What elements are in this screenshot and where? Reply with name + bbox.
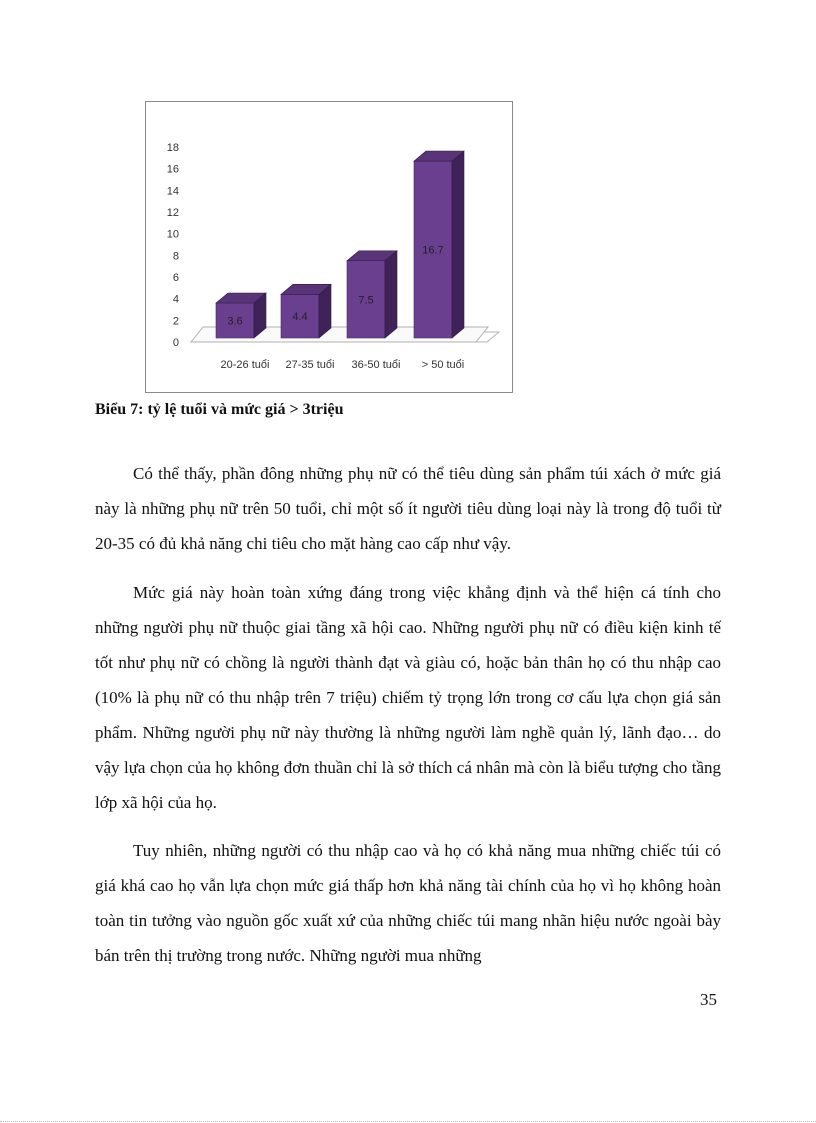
bar-side xyxy=(385,251,397,338)
page-number: 35 xyxy=(700,990,717,1009)
bar-side xyxy=(452,151,464,338)
y-tick-label: 18 xyxy=(166,142,179,154)
x-tick-label: 20-26 tuổi xyxy=(220,359,270,371)
paragraph-2: Mức giá này hoàn toàn xứng đáng trong việc khẳng định và thể hiện cá tính cho những người phụ nữ thuộc giai tầng xã hội cao. Những người phụ nữ có điều kiện kinh tế tốt như phụ nữ có chồng là người thành đạt và giàu có, hoặc bản thân họ có thu nhập cao (10% là phụ nữ có thu nhập trên 7 triệu) chiếm tỷ trọng lớn trong cơ cấu lựa chọn giá sản phẩm. Những người phụ nữ này thường là những người làm nghề quản lý, lãnh đạo… do vậy lựa chọn của họ không đơn thuần chỉ là sở thích cá nhân mà còn là biểu tượng cho tầng lớp xã hội của họ. xyxy=(95,583,721,812)
y-tick-label: 0 xyxy=(172,337,179,349)
y-tick-label: 16 xyxy=(166,163,179,176)
bar-chart xyxy=(145,101,513,393)
data-label: 7.5 xyxy=(358,294,374,307)
data-label: 4.4 xyxy=(292,311,308,324)
y-tick-label: 8 xyxy=(172,250,179,263)
x-tick-label: 27-35 tuổi xyxy=(285,359,335,371)
y-tick-label: 2 xyxy=(172,315,179,328)
y-tick-label: 6 xyxy=(172,272,179,284)
x-tick-label: 36-50 tuổi xyxy=(351,359,401,371)
chart-caption: Biểu 7: tỷ lệ tuổi và mức giá > 3triệu xyxy=(95,401,344,418)
chart-canvas xyxy=(146,102,512,392)
data-label: 16.7 xyxy=(422,244,444,257)
y-tick-label: 14 xyxy=(166,185,179,198)
paragraph-3: Tuy nhiên, những người có thu nhập cao và họ có khả năng mua những chiếc túi có giá khá cao họ vẫn lựa chọn mức giá thấp hơn khả năng tài chính của họ vì họ không hoàn toàn tin tưởng vào nguồn gốc xuất xứ của những chiếc túi mang nhãn hiệu nước ngoài bày bán trên thị trường trong nước. Những người mua những xyxy=(95,841,721,965)
bottom-divider xyxy=(0,1121,816,1122)
data-label: 3.6 xyxy=(227,315,243,328)
y-tick-label: 4 xyxy=(172,293,179,306)
y-tick-label: 12 xyxy=(166,207,179,219)
x-tick-label: > 50 tuổi xyxy=(421,359,465,371)
paragraph-1: Có thể thấy, phần đông những phụ nữ có thể tiêu dùng sản phẩm túi xách ở mức giá này là những phụ nữ trên 50 tuổi, chỉ một số ít người tiêu dùng loại này là trong độ tuổi từ 20-35 có đủ khả năng chi tiêu cho mặt hàng cao cấp như vậy. xyxy=(95,464,721,553)
y-tick-label: 10 xyxy=(166,228,179,241)
